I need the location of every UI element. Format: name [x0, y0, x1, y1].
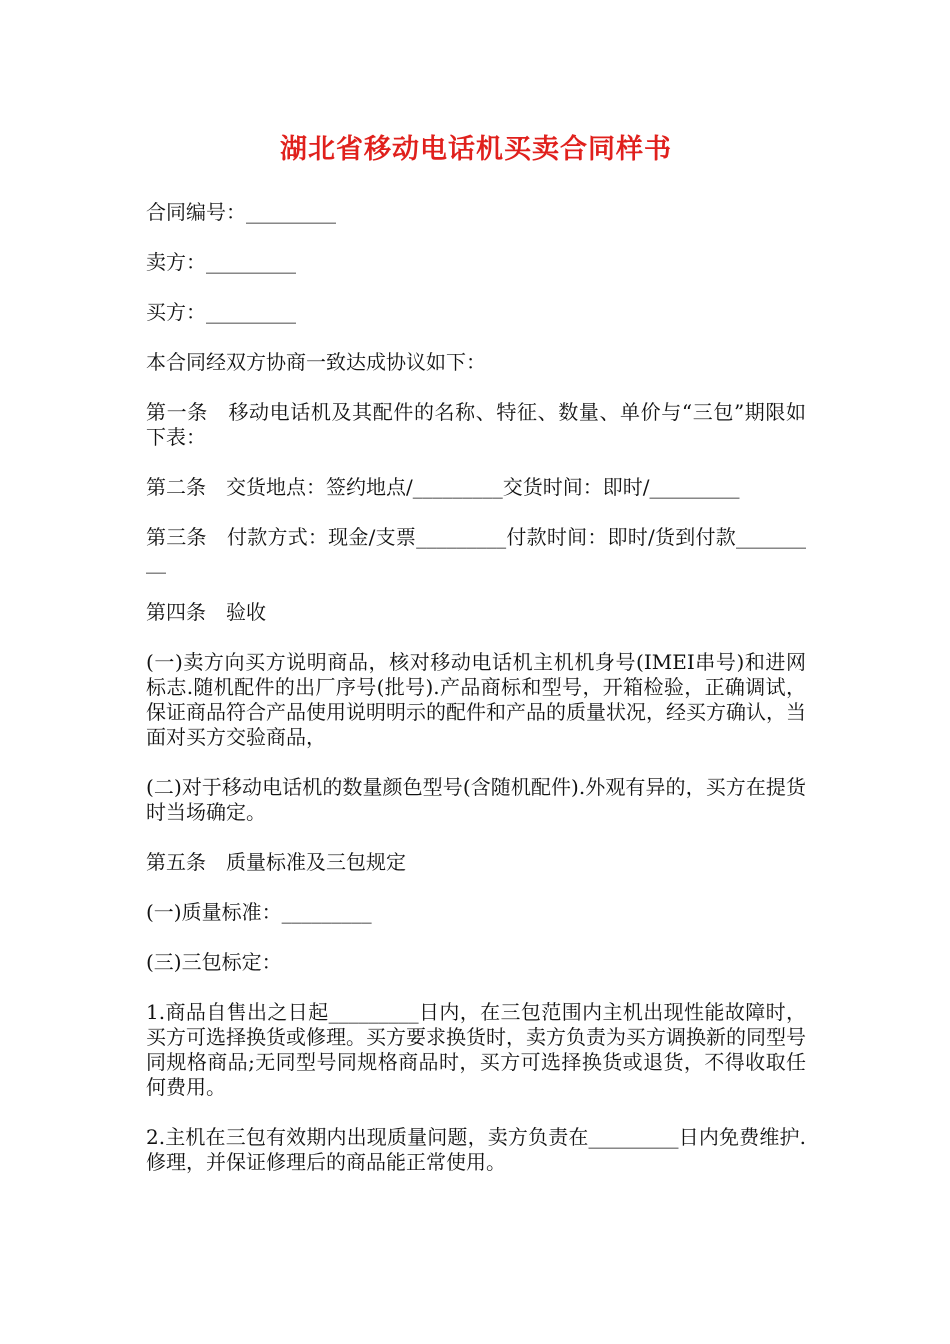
article-4-heading: 第四条 验收 [146, 600, 266, 624]
three-guarantee-item-1: 1.商品自售出之日起_________日内，在三包范围内主机出现性能故障时，买方可选择换货或修理。买方要求换货时，卖方负责为买方调换新的同型号同规格商品;无同型号同规格商品时，买方可选择换货或退货，不得收取任何费用。 [146, 1000, 806, 1099]
three-guarantee-heading: (三)三包标定： [146, 950, 282, 974]
quality-standard: (一)质量标准：_________ [146, 900, 372, 924]
seller-field: 卖方：_________ [146, 250, 296, 274]
article-4-clause-2: (二)对于移动电话机的数量颜色型号(含随机配件).外观有异的，买方在提货时当场确定。 [146, 775, 806, 824]
document-title: 湖北省移动电话机买卖合同样书 [280, 134, 672, 165]
article-2: 第二条 交货地点：签约地点/_________交货时间：即时/_________ [146, 475, 740, 499]
article-1: 第一条 移动电话机及其配件的名称、特征、数量、单价与“三包”期限如下表： [146, 400, 806, 449]
article-5-heading: 第五条 质量标准及三包规定 [146, 850, 406, 874]
buyer-field: 买方：_________ [146, 300, 296, 324]
contract-page [146, 130, 806, 1200]
article-3: 第三条 付款方式：现金/支票_________付款时间：即时/货到付款_________ [146, 525, 806, 574]
agreement-intro: 本合同经双方协商一致达成协议如下： [146, 350, 486, 374]
contract-number: 合同编号：_________ [146, 200, 336, 224]
article-4-clause-1: (一)卖方向买方说明商品，核对移动电话机主机机身号(IMEI串号)和进网标志.随机配件的出厂序号(批号).产品商标和型号，开箱检验，正确调试，保证商品符合产品使用说明明示的配件和产品的质量状况，经买方确认，当面对买方交验商品， [146, 650, 806, 749]
three-guarantee-item-2: 2.主机在三包有效期内出现质量问题，卖方负责在_________日内免费维护.修理，并保证修理后的商品能正常使用。 [146, 1125, 806, 1174]
